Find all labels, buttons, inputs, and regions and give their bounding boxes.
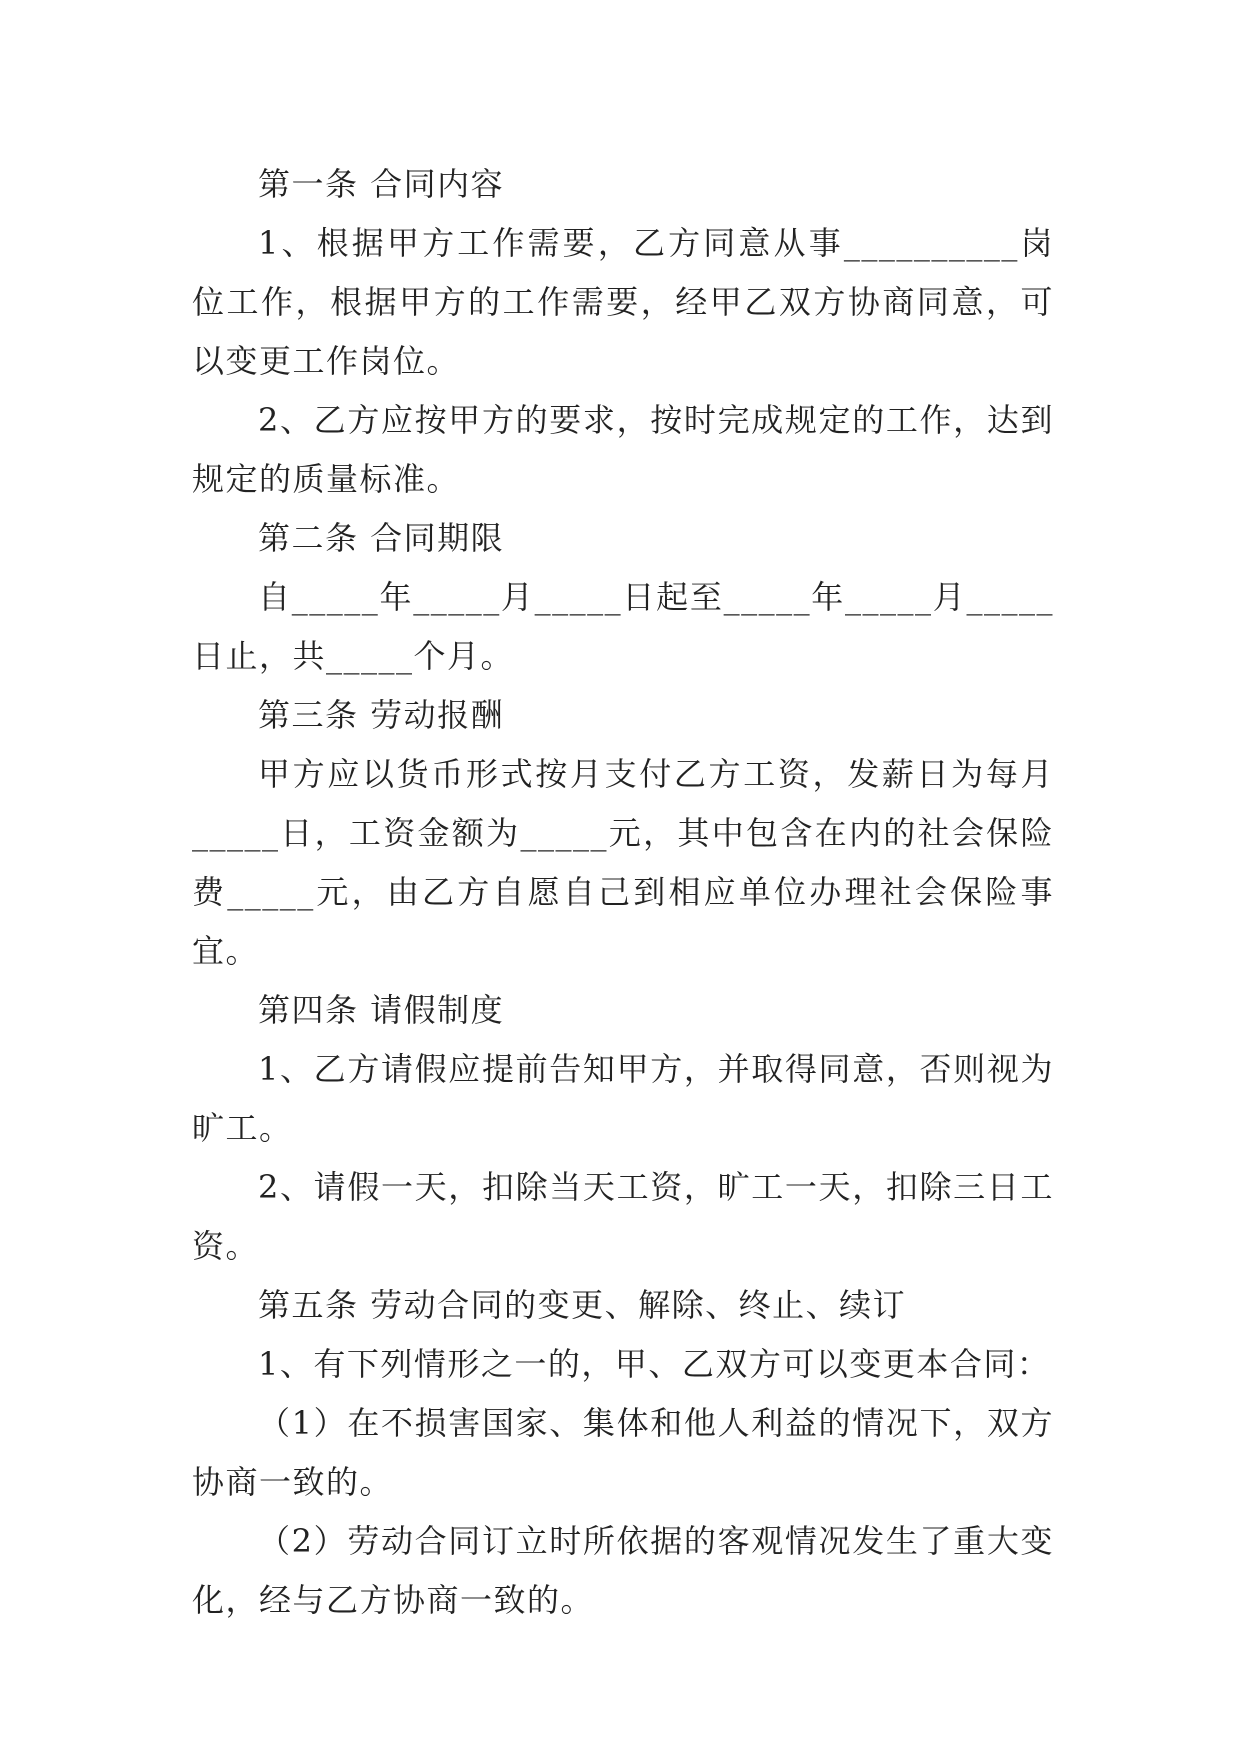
article-1-clause-2: 2、乙方应按甲方的要求，按时完成规定的工作，达到规定的质量标准。 bbox=[192, 401, 1054, 498]
article-2-term: 自_____年_____月_____日起至_____年_____月_____日止，共_____个月。 bbox=[192, 578, 1054, 675]
article-1-clause-1: 1、根据甲方工作需要，乙方同意从事__________岗位工作，根据甲方的工作需要，经甲乙双方协商同意，可以变更工作岗位。 bbox=[192, 224, 1054, 380]
article-5-clause-1: 1、有下列情形之一的，甲、乙双方可以变更本合同： bbox=[258, 1345, 1051, 1383]
document-body bbox=[192, 155, 1054, 1630]
article-3-heading: 第三条 劳动报酬 bbox=[258, 696, 505, 734]
article-3-salary: 甲方应以货币形式按月支付乙方工资，发薪日为每月_____日，工资金额为_____元，其中包含在内的社会保险费_____元，由乙方自愿自己到相应单位办理社会保险事宜。 bbox=[192, 755, 1054, 970]
article-2-heading: 第二条 合同期限 bbox=[258, 519, 505, 557]
article-5-item-1: （1）在不损害国家、集体和他人利益的情况下，双方协商一致的。 bbox=[192, 1404, 1054, 1501]
article-4-heading: 第四条 请假制度 bbox=[258, 991, 505, 1029]
article-5-item-2: （2）劳动合同订立时所依据的客观情况发生了重大变化，经与乙方协商一致的。 bbox=[192, 1522, 1054, 1619]
article-4-clause-2: 2、请假一天，扣除当天工资，旷工一天，扣除三日工资。 bbox=[192, 1168, 1054, 1265]
article-1-heading: 第一条 合同内容 bbox=[258, 165, 505, 203]
article-5-heading: 第五条 劳动合同的变更、解除、终止、续订 bbox=[258, 1286, 907, 1324]
article-4-clause-1: 1、乙方请假应提前告知甲方，并取得同意，否则视为旷工。 bbox=[192, 1050, 1054, 1147]
